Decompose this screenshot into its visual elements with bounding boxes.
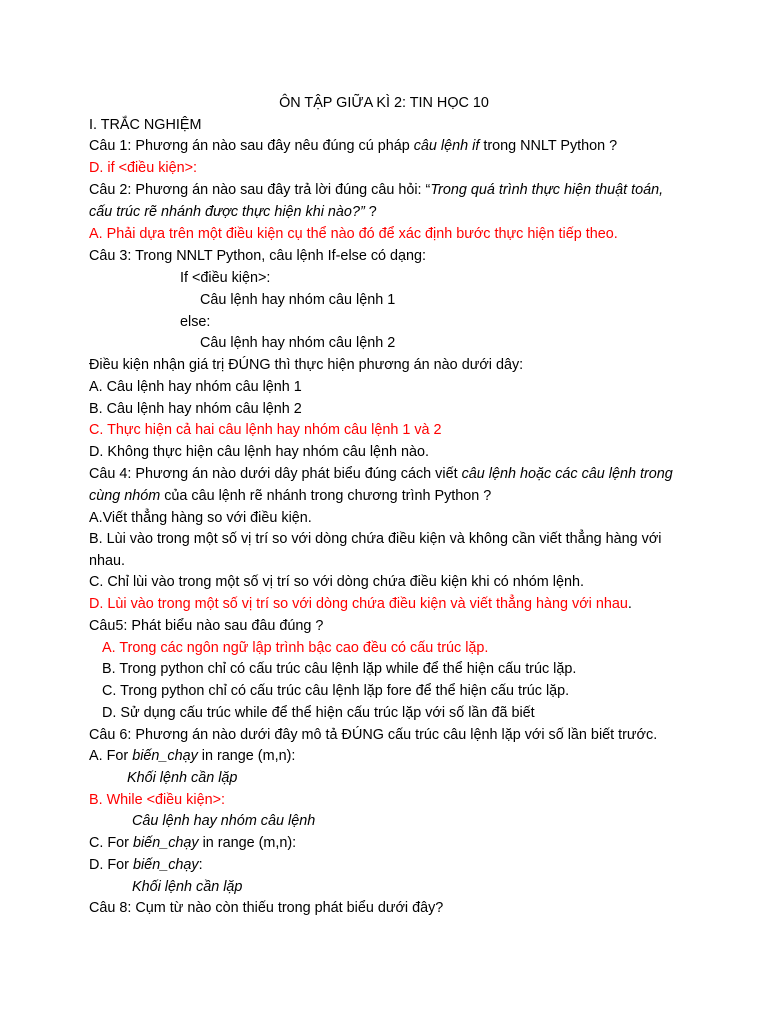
question-3-option-c-answer: C. Thực hiện cả hai câu lệnh hay nhóm câu lệnh 1 và 2 xyxy=(89,422,442,438)
question-3-code-line: Câu lệnh hay nhóm câu lệnh 2 xyxy=(200,335,396,351)
question-6-option-a-body: Khối lệnh cần lặp xyxy=(127,770,238,786)
question-3-code-line: If <điều kiện>: xyxy=(180,270,271,286)
question-5-option-a-answer: A. Trong các ngôn ngữ lập trình bậc cao đều có cấu trúc lặp. xyxy=(102,640,489,656)
page-title: ÔN TẬP GIỮA KÌ 2: TIN HỌC 10 xyxy=(279,95,489,111)
question-6-option-d: D. For biến_chạy: xyxy=(89,857,203,873)
question-1-stem: Câu 1: Phương án nào sau đây nêu đúng cú pháp câu lệnh if trong NNLT Python ? xyxy=(89,138,618,154)
question-2-stem-line-2: cấu trúc rẽ nhánh được thực hiện khi nào?” ? xyxy=(89,204,377,220)
question-4-stem-line-2: cùng nhóm của câu lệnh rẽ nhánh trong chương trình Python ? xyxy=(89,488,492,504)
section-heading: I. TRẮC NGHIỆM xyxy=(89,117,202,133)
question-4-option-b-line-1: B. Lùi vào trong một số vị trí so với dòng chứa điều kiện và không cần viết thẳng hàng với xyxy=(89,531,662,547)
question-3-option-d: D. Không thực hiện câu lệnh hay nhóm câu lệnh nào. xyxy=(89,444,430,460)
question-4-option-a: A.Viết thẳng hàng so với điều kiện. xyxy=(89,510,312,526)
question-2-answer: A. Phải dựa trên một điều kiện cụ thể nào đó để xác định bước thực hiện tiếp theo. xyxy=(89,226,618,242)
question-6-option-c: C. For biến_chạy in range (m,n): xyxy=(89,835,297,851)
question-3-option-a: A. Câu lệnh hay nhóm câu lệnh 1 xyxy=(89,379,302,395)
question-3-code-line: Câu lệnh hay nhóm câu lệnh 1 xyxy=(200,292,396,308)
question-6-option-b-body: Câu lệnh hay nhóm câu lệnh xyxy=(132,813,316,829)
question-4-option-c: C. Chỉ lùi vào trong một số vị trí so với dòng chứa điều kiện khi có nhóm lệnh. xyxy=(89,574,585,590)
question-5-option-c: C. Trong python chỉ có cấu trúc câu lệnh lặp fore để thể hiện cấu trúc lặp. xyxy=(102,683,570,699)
question-4-stem-line-1: Câu 4: Phương án nào dưới dây phát biểu đúng cách viết câu lệnh hoặc các câu lệnh trong xyxy=(89,466,673,482)
question-1-answer: D. if <điều kiện>: xyxy=(89,160,197,176)
question-3-prompt: Điều kiện nhận giá trị ĐÚNG thì thực hiện phương án nào dưới dây: xyxy=(89,357,524,373)
question-6-stem: Câu 6: Phương án nào dưới đây mô tả ĐÚNG cấu trúc câu lệnh lặp với số lần biết trước. xyxy=(89,727,658,743)
question-6-option-a: A. For biến_chạy in range (m,n): xyxy=(89,748,296,764)
question-5-option-d: D. Sử dụng cấu trúc while để thể hiện cấu trúc lặp với số lần đã biết xyxy=(102,705,535,721)
question-4-option-b-line-2: nhau. xyxy=(89,553,126,569)
question-6-option-b-answer: B. While <điều kiện>: xyxy=(89,792,225,808)
question-3-option-b: B. Câu lệnh hay nhóm câu lệnh 2 xyxy=(89,401,302,417)
question-3-stem: Câu 3: Trong NNLT Python, câu lệnh If-else có dạng: xyxy=(89,248,427,264)
question-8-stem: Câu 8: Cụm từ nào còn thiếu trong phát biểu dưới đây? xyxy=(89,900,444,916)
question-5-option-b: B. Trong python chỉ có cấu trúc câu lệnh lặp while để thể hiện cấu trúc lặp. xyxy=(102,661,577,677)
question-6-option-d-body: Khối lệnh cần lặp xyxy=(132,879,243,895)
question-4-option-d-answer: D. Lùi vào trong một số vị trí so với dòng chứa điều kiện và viết thẳng hàng với nhau. xyxy=(89,596,632,612)
question-2-stem-line-1: Câu 2: Phương án nào sau đây trả lời đúng câu hỏi: “Trong quá trình thực hiện thuật toán, xyxy=(89,182,664,198)
question-3-code-line: else: xyxy=(180,314,211,330)
question-5-stem: Câu5: Phát biểu nào sau đâu đúng ? xyxy=(89,618,324,634)
